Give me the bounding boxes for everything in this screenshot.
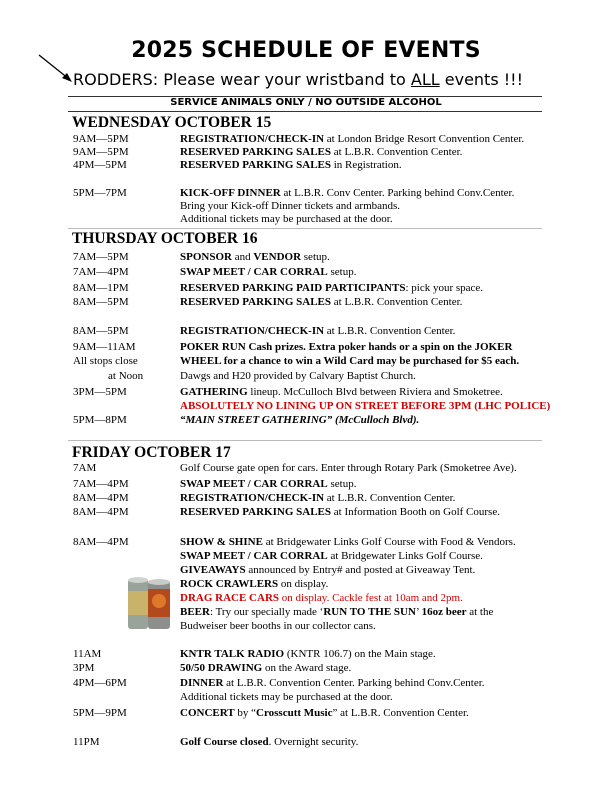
event-time: All stops close: [73, 355, 138, 367]
event-desc: Golf Course closed. Overnight security.: [180, 736, 359, 748]
event-time: 5PM—9PM: [73, 707, 127, 719]
event-desc: GIVEAWAYS announced by Entry# and posted at Giveaway Tent.: [180, 564, 476, 576]
divider: [68, 111, 542, 112]
event-desc: REGISTRATION/CHECK-IN at L.B.R. Convention Center.: [180, 492, 456, 504]
event-desc: RESERVED PARKING SALES at L.B.R. Convention Center.: [180, 296, 463, 308]
page-title: 2025 SCHEDULE OF EVENTS: [131, 38, 481, 63]
divider: [68, 228, 542, 229]
event-desc: SWAP MEET / CAR CORRAL setup.: [180, 266, 357, 278]
event-time: 11PM: [73, 736, 100, 748]
rodders-end: events !!!: [439, 70, 523, 89]
event-time: 11AM: [73, 648, 102, 660]
event-desc: WHEEL for a chance to win a Wild Card may be purchased for $5 each.: [180, 355, 520, 367]
event-desc: SHOW & SHINE at Bridgewater Links Golf Course with Food & Vendors.: [180, 536, 516, 548]
beer-cans-image: [126, 575, 174, 631]
event-time: 7AM—4PM: [73, 266, 129, 278]
event-desc: Dawgs and H20 provided by Calvary Baptist Church.: [180, 370, 416, 382]
event-desc: ROCK CRAWLERS on display.: [180, 578, 329, 590]
event-desc: CONCERT by “Crosscutt Music” at L.B.R. Convention Center.: [180, 707, 469, 719]
event-time: 9AM—5PM: [73, 133, 129, 145]
rodders-text: RODDERS: Please wear your wristband to: [73, 70, 411, 89]
day-heading-wednesday: WEDNESDAY OCTOBER 15: [72, 114, 272, 131]
event-desc: RESERVED PARKING SALES at Information Booth on Golf Course.: [180, 506, 500, 518]
divider: [68, 440, 542, 441]
event-time: 9AM—11AM: [73, 341, 136, 353]
event-time: 4PM—5PM: [73, 159, 127, 171]
event-time: 8AM—5PM: [73, 325, 129, 337]
event-desc: DINNER at L.B.R. Convention Center. Parking behind Conv.Center.: [180, 677, 485, 689]
event-desc: SPONSOR and VENDOR setup.: [180, 251, 330, 263]
event-desc: DRAG RACE CARS on display. Cackle fest at 10am and 2pm.: [180, 592, 463, 604]
event-desc: “MAIN STREET GATHERING” (McCulloch Blvd).: [180, 414, 420, 426]
event-time: 8AM—4PM: [73, 506, 129, 518]
event-time: 8AM—5PM: [73, 296, 129, 308]
event-time: 5PM—8PM: [73, 414, 127, 426]
event-desc: RESERVED PARKING SALES at L.B.R. Convention Center.: [180, 146, 463, 158]
day-heading-thursday: THURSDAY OCTOBER 16: [72, 230, 258, 247]
event-time: 8AM—1PM: [73, 282, 129, 294]
event-desc: SWAP MEET / CAR CORRAL setup.: [180, 478, 357, 490]
event-time: 5PM—7PM: [73, 187, 127, 199]
event-desc: POKER RUN Cash prizes. Extra poker hands or a spin on the JOKER: [180, 341, 513, 353]
police-warning: ABSOLUTELY NO LINING UP ON STREET BEFORE 3PM (LHC POLICE): [180, 400, 551, 412]
event-desc: REGISTRATION/CHECK-IN at London Bridge Resort Convention Center.: [180, 133, 525, 145]
event-time: 8AM—4PM: [73, 492, 129, 504]
event-desc: Bring your Kick-off Dinner tickets and armbands.: [180, 200, 401, 212]
event-time: at Noon: [108, 370, 144, 382]
event-time: 9AM—5PM: [73, 146, 129, 158]
service-notice: SERVICE ANIMALS ONLY / NO OUTSIDE ALCOHOL: [170, 97, 442, 108]
event-desc: RESERVED PARKING SALES in Registration.: [180, 159, 402, 171]
event-time: 7AM—5PM: [73, 251, 129, 263]
event-time: 4PM—6PM: [73, 677, 127, 689]
event-desc: SWAP MEET / CAR CORRAL at Bridgewater Links Golf Course.: [180, 550, 483, 562]
rodders-all: ALL: [410, 70, 440, 89]
rodders-notice: [73, 70, 523, 89]
event-desc: Budweiser beer booths in our collector cans.: [180, 620, 376, 632]
event-time: 7AM: [73, 462, 97, 474]
event-desc: RESERVED PARKING PAID PARTICIPANTS: pick your space.: [180, 282, 484, 294]
event-desc: GATHERING lineup. McCulloch Blvd between Riviera and Smoketree.: [180, 386, 503, 398]
event-desc: Additional tickets may be purchased at the door.: [180, 213, 393, 225]
event-time: 8AM—4PM: [73, 536, 129, 548]
event-desc: Additional tickets may be purchased at the door.: [180, 691, 393, 703]
event-time: 7AM—4PM: [73, 478, 129, 490]
event-desc: KNTR TALK RADIO (KNTR 106.7) on the Main stage.: [180, 648, 436, 660]
event-time: 3PM: [73, 662, 95, 674]
event-desc: REGISTRATION/CHECK-IN at L.B.R. Convention Center.: [180, 325, 456, 337]
event-desc: 50/50 DRAWING on the Award stage.: [180, 662, 352, 674]
event-desc: KICK-OFF DINNER at L.B.R. Conv Center. Parking behind Conv.Center.: [180, 187, 515, 199]
event-time: 3PM—5PM: [73, 386, 127, 398]
event-desc: BEER: Try our specially made ‘RUN TO THE SUN’ 16oz beer at the: [180, 606, 494, 618]
event-desc: Golf Course gate open for cars. Enter through Rotary Park (Smoketree Ave).: [180, 462, 517, 474]
day-heading-friday: FRIDAY OCTOBER 17: [72, 444, 231, 461]
